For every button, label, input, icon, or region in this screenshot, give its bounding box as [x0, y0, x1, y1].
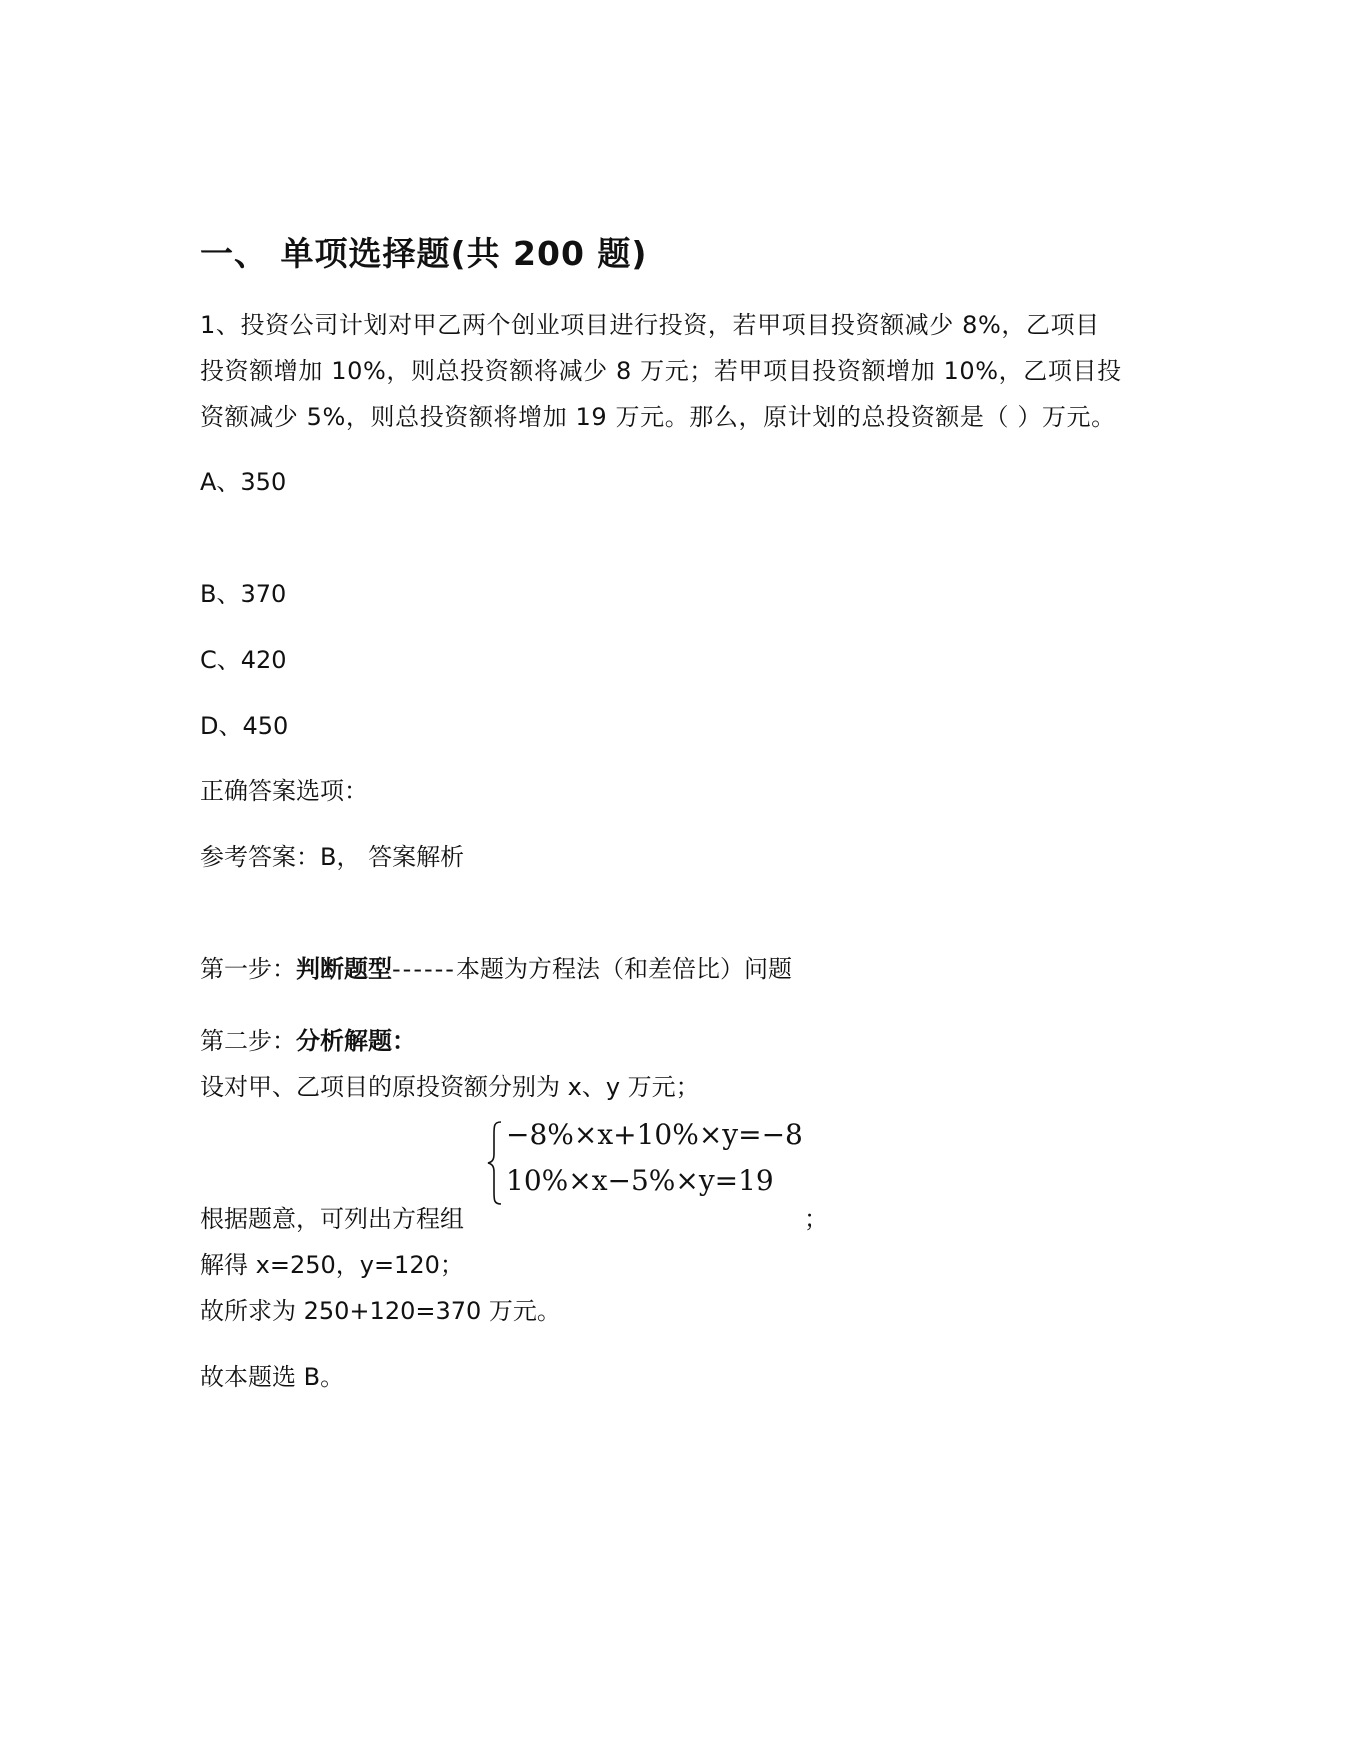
analysis-step-1 — [200, 952, 792, 986]
step2-bold: 分析解题： — [296, 1027, 416, 1055]
equation-end: ； — [804, 1205, 828, 1233]
option-c: C、420 — [200, 646, 287, 674]
equation-1: −8%×x+10%×y=−8 — [506, 1118, 803, 1151]
step1-prefix: 第一步： — [200, 955, 296, 983]
section-title: 一、 单项选择题(共 200 题) — [200, 234, 648, 273]
step2-prefix: 第二步： — [200, 1027, 296, 1055]
question-line-3: 资额减少 5%，则总投资额将增加 19 万元。那么，原计划的总投资额是（ ）万元。 — [200, 403, 1116, 431]
question-line-2: 投资额增加 10%，则总投资额将减少 8 万元；若甲项目投资额增加 10%，乙项目投 — [200, 357, 1122, 385]
set-variables: 设对甲、乙项目的原投资额分别为 x、y 万元； — [200, 1073, 700, 1101]
conclusion: 故本题选 B。 — [200, 1363, 345, 1391]
total: 故所求为 250+120=370 万元。 — [200, 1297, 561, 1325]
option-a: A、350 — [200, 468, 287, 496]
equation-intro: 根据题意，可列出方程组 — [200, 1205, 464, 1233]
step1-bold: 判断题型 — [296, 955, 392, 983]
question-line-1: 1、投资公司计划对甲乙两个创业项目进行投资，若甲项目投资额减少 8%，乙项目 — [200, 311, 1100, 339]
left-brace-icon — [486, 1118, 504, 1208]
equation-2: 10%×x−5%×y=19 — [506, 1164, 774, 1197]
solution: 解得 x=250，y=120； — [200, 1251, 464, 1279]
analysis-step-2 — [200, 1024, 416, 1058]
option-b: B、370 — [200, 580, 287, 608]
step1-text: 本题为方程法（和差倍比）问题 — [455, 955, 792, 983]
reference-answer: 参考答案：B， 答案解析 — [200, 843, 465, 871]
equation-system — [486, 1118, 816, 1208]
correct-answer-label: 正确答案选项： — [200, 777, 368, 805]
option-d: D、450 — [200, 712, 289, 740]
step1-dashes: ------ — [392, 955, 456, 983]
